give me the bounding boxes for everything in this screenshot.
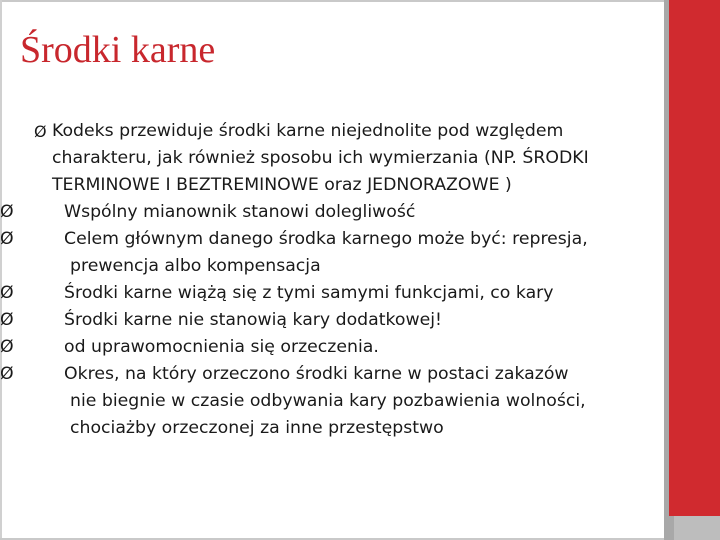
arrow-bullet-icon: Ø bbox=[0, 202, 14, 222]
list-item bbox=[0, 307, 652, 334]
arrow-bullet-icon: Ø bbox=[0, 364, 14, 384]
item-line: nie biegnie w czasie odbywania kary pozbawienia wolności, bbox=[70, 391, 586, 411]
item-line: chociażby orzeczonej za inne przestępstwo bbox=[70, 418, 444, 438]
list-item bbox=[0, 280, 652, 307]
list-item bbox=[0, 199, 652, 226]
red-accent-bar bbox=[669, 0, 720, 540]
item-line: prewencja albo kompensacja bbox=[70, 256, 321, 276]
arrow-bullet-icon: Ø bbox=[0, 310, 14, 330]
item-line: TERMINOWE I BEZTREMINOWE oraz JEDNORAZOWE ) bbox=[52, 175, 512, 195]
arrow-bullet-icon: Ø bbox=[0, 337, 14, 357]
item-line: Celem głównym danego środka karnego może być: represja, bbox=[64, 229, 588, 249]
list-item bbox=[34, 118, 652, 199]
list-item bbox=[0, 361, 652, 442]
list-item bbox=[0, 226, 652, 280]
item-line: charakteru, jak również sposobu ich wymierzania (NP. ŚRODKI bbox=[52, 148, 589, 168]
arrow-bullet-icon: Ø bbox=[0, 283, 14, 303]
item-line: Środki karne nie stanowią kary dodatkowej! bbox=[64, 310, 442, 330]
bottom-corner-strip bbox=[669, 516, 720, 540]
item-line: Okres, na który orzeczono środki karne w postaci zakazów bbox=[64, 364, 569, 384]
list-item bbox=[0, 334, 652, 361]
bottom-light-block bbox=[674, 516, 720, 540]
bullet-list bbox=[0, 118, 652, 442]
frame-top-border bbox=[0, 0, 668, 2]
item-line: Kodeks przewiduje środki karne niejednolite pod względem bbox=[52, 121, 564, 141]
item-line: od uprawomocnienia się orzeczenia. bbox=[64, 337, 379, 357]
slide-title: Środki karne bbox=[20, 29, 216, 71]
item-line: Wspólny mianownik stanowi dolegliwość bbox=[64, 202, 416, 222]
item-line: Środki karne wiążą się z tymi samymi funkcjami, co kary bbox=[64, 283, 554, 303]
arrow-bullet-icon: Ø bbox=[0, 229, 14, 249]
arrow-bullet-icon: Ø bbox=[34, 122, 47, 141]
